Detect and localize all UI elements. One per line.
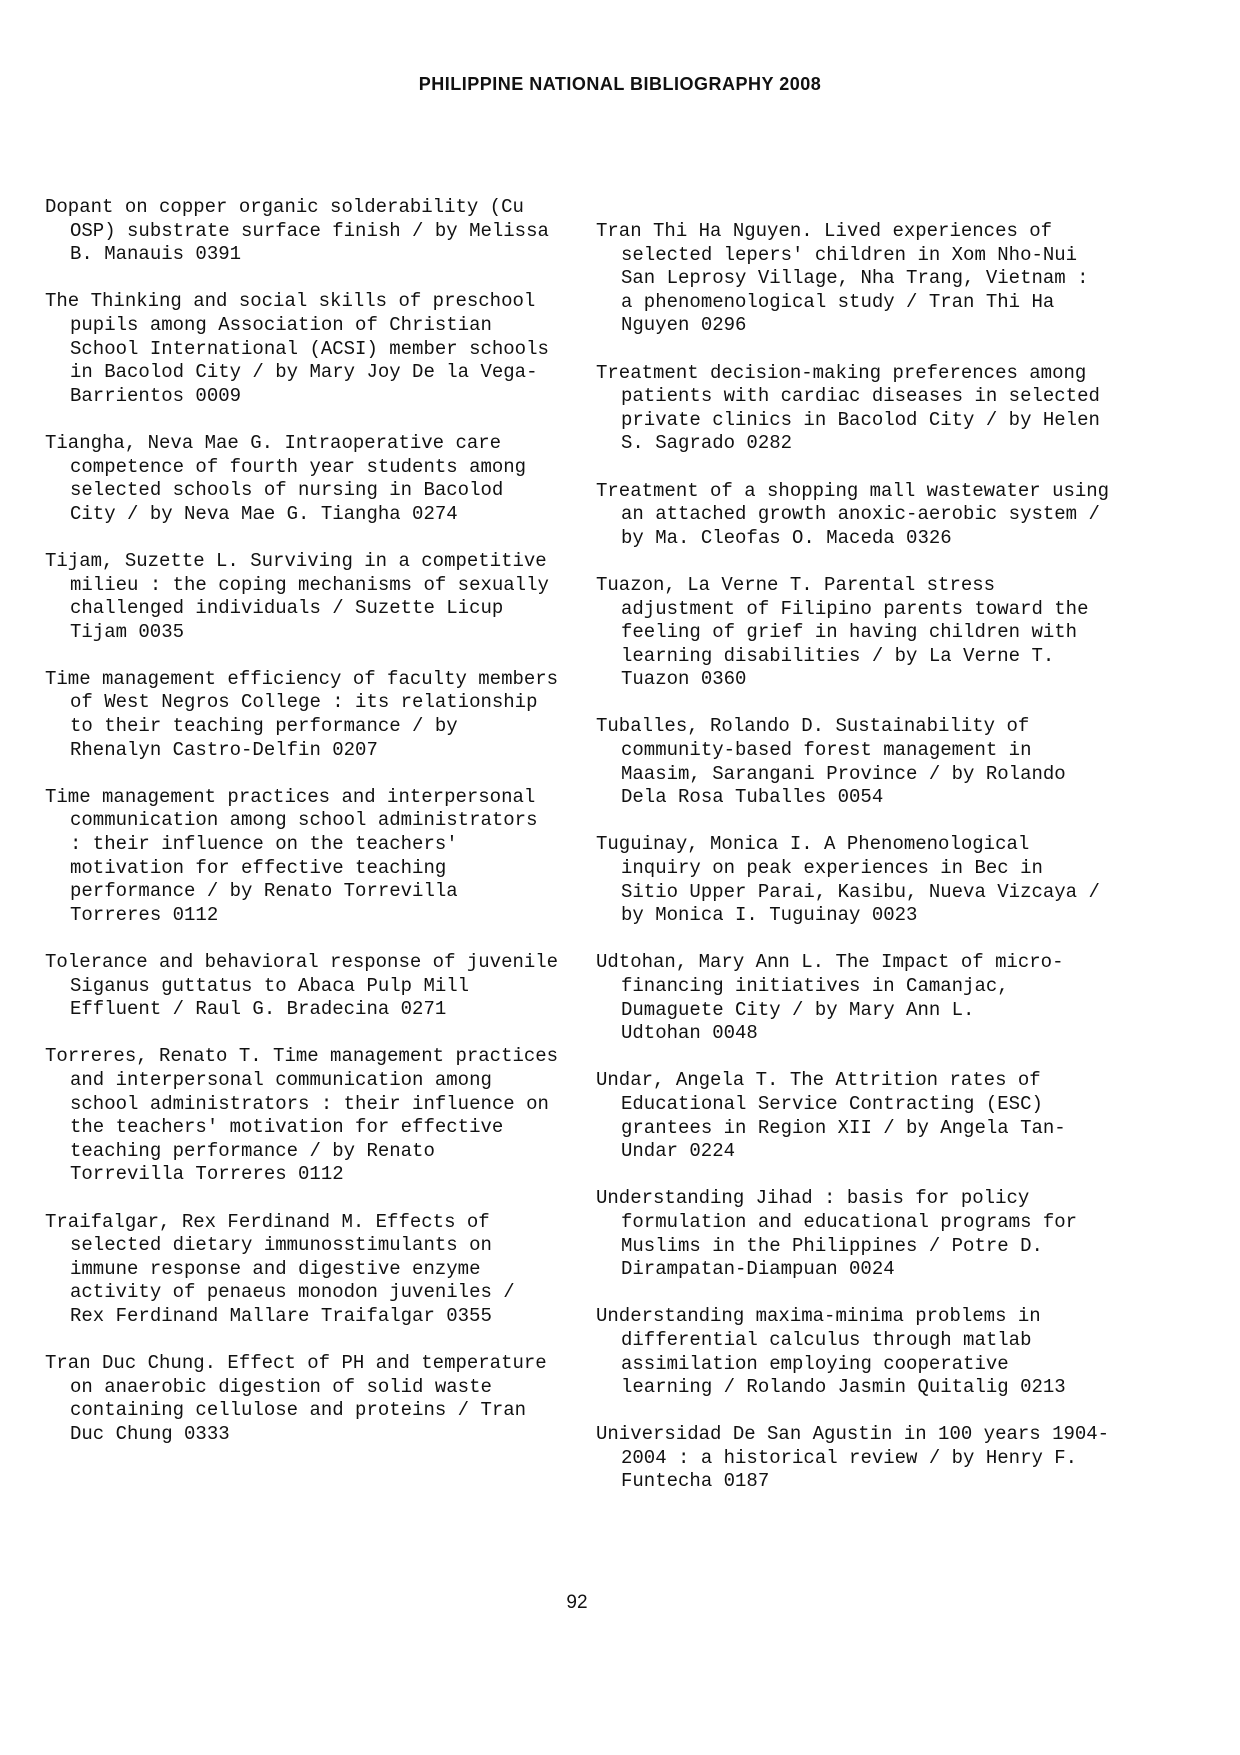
entry-text: Torreres, Renato T. Time management practices and interpersonal communication among school administrators : their influence on the teachers' motivation for effective teaching performance / by Renato Torrevilla Torreres (45, 1045, 559, 1186)
control-number: 0009 (195, 384, 242, 407)
control-number: 0224 (689, 1140, 736, 1163)
page-number: 92 (566, 1592, 588, 1613)
control-number: 0274 (412, 502, 458, 525)
entry-text: Dopant on copper organic solderability (Cu OSP) substrate surface finish / by Melissa B. Manauis (45, 196, 549, 266)
bibliography-entry (596, 1187, 1111, 1281)
entry-text: Understanding maxima-minima problems in differential calculus through matlab assimilation employing cooperative learning / Rolando Jasmin Quitalig (596, 1305, 1041, 1399)
control-number: 0024 (849, 1258, 895, 1281)
bibliography-entry (596, 1069, 1111, 1163)
entry-text: Tiangha, Neva Mae G. Intraoperative care competence of fourth year students among selected schools of nursing in Bacolod City / by Neva Mae G. Tiangha (45, 431, 527, 525)
entry-text: Tuazon, La Verne T. Parental stress adjustment of Filipino parents toward the feeling of grief in having children with learning disabilities / by La Verne T. Tuazon (596, 573, 1089, 691)
entry-text: Treatment of a shopping mall wastewater using an attached growth anoxic-aerobic system / by Ma. Cleofas O. Maceda (596, 479, 1110, 549)
entry-text: Time management practices and interpersonal communication among school administrators : their influence on the teachers' motivation for effective teaching performance / by Renato Torrevilla Torreres (45, 785, 538, 926)
entry-text: Tolerance and behavioral response of juvenile Siganus guttatus to Abaca Pulp Mill Effluent / Raul G. Bradecina (45, 951, 559, 1021)
control-number: 0207 (332, 738, 378, 761)
bibliography-entry (596, 480, 1111, 551)
control-number: 0333 (184, 1422, 230, 1445)
control-number: 0112 (172, 903, 219, 926)
bibliography-entry (45, 668, 560, 762)
control-number: 0213 (1020, 1376, 1066, 1399)
bibliography-entry (596, 220, 1111, 338)
entry-text: Tran Duc Chung. Effect of PH and temperature on anaerobic digestion of solid waste containing cellulose and proteins / Tran Duc Chung (45, 1352, 547, 1445)
bibliography-entry (596, 715, 1111, 809)
control-number: 0035 (138, 620, 185, 643)
control-number: 0187 (723, 1470, 770, 1493)
control-number: 0112 (298, 1163, 344, 1186)
entry-text: Tuguinay, Monica I. A Phenomenological inquiry on peak experiences in Bec in Sitio Upper Parai, Kasibu, Nueva Vizcaya / by Monica I. Tuguinay (596, 833, 1100, 927)
entry-text: Time management efficiency of faculty members of West Negros College : its relationship to their teaching performance / by Rhenalyn Castro-Delfin (45, 667, 559, 761)
bibliography-entry (45, 290, 560, 408)
bibliography-entry (596, 951, 1111, 1045)
control-number: 0391 (195, 243, 242, 266)
control-number: 0355 (446, 1304, 492, 1327)
entry-text: Universidad De San Agustin in 100 years 1904-2004 : a historical review / by Henry F. Funtecha (596, 1423, 1110, 1493)
control-number: 0271 (400, 998, 447, 1021)
bibliography-entry (45, 196, 560, 267)
entry-text: Understanding Jihad : basis for policy formulation and educational programs for Muslims in the Philippines / Potre D. Dirampatan-Diampuan (596, 1187, 1078, 1281)
bibliography-entry (45, 786, 560, 928)
bibliography-entry (45, 432, 560, 526)
left-column (45, 196, 560, 1470)
control-number: 0048 (712, 1022, 758, 1045)
bibliography-entry (45, 951, 560, 1022)
bibliography-entry (45, 1211, 560, 1329)
entry-text: Tuballes, Rolando D. Sustainability of community-based forest management in Maasim, Sarangani Province / by Rolando Dela Rosa Tuballes (596, 715, 1066, 809)
entry-text: Tran Thi Ha Nguyen. Lived experiences of selected lepers' children in Xom Nho-Nui San Leprosy Village, Nha Trang, Vietnam : a phenomenological study / Tran Thi Ha Nguyen (596, 220, 1089, 337)
control-number: 0282 (746, 432, 793, 455)
entry-text: The Thinking and social skills of preschool pupils among Association of Christian School International (ACSI) member schools in Bacolod City / by Mary Joy De la Vega-Barrientos (45, 290, 549, 407)
bibliography-entry (45, 1352, 560, 1446)
bibliography-entry (45, 1045, 560, 1187)
bibliography-entry (596, 1305, 1111, 1399)
control-number: 0296 (700, 314, 747, 337)
control-number: 0326 (906, 526, 952, 549)
right-column (596, 220, 1111, 1518)
bibliography-entry (596, 833, 1111, 927)
control-number: 0023 (871, 904, 918, 927)
control-number: 0054 (837, 786, 884, 809)
entry-text: Udtohan, Mary Ann L. The Impact of micro-financing initiatives in Camanjac, Dumaguete City / by Mary Ann L. Udtohan (596, 951, 1064, 1045)
entry-text: Tijam, Suzette L. Surviving in a competitive milieu : the coping mechanisms of sexually challenged individuals / Suzette Licup Tijam (45, 549, 549, 643)
bibliography-entry (45, 550, 560, 644)
bibliography-entry (596, 574, 1111, 692)
page-header: PHILIPPINE NATIONAL BIBLIOGRAPHY 2008 (418, 74, 822, 94)
bibliography-entry (596, 1423, 1111, 1494)
bibliography-entry (596, 362, 1111, 456)
entry-text: Undar, Angela T. The Attrition rates of Educational Service Contracting (ESC) grantees in Region XII / by Angela Tan-Undar (596, 1069, 1066, 1163)
entry-text: Treatment decision-making preferences among patients with cardiac diseases in selected private clinics in Bacolod City / by Helen S. Sagrado (596, 361, 1100, 455)
control-number: 0360 (700, 668, 747, 691)
entry-text: Traifalgar, Rex Ferdinand M. Effects of selected dietary immunosstimulants on immune response and digestive enzyme activity of penaeus monodon juveniles / Rex Ferdinand Mallare Traifalgar (45, 1210, 515, 1327)
